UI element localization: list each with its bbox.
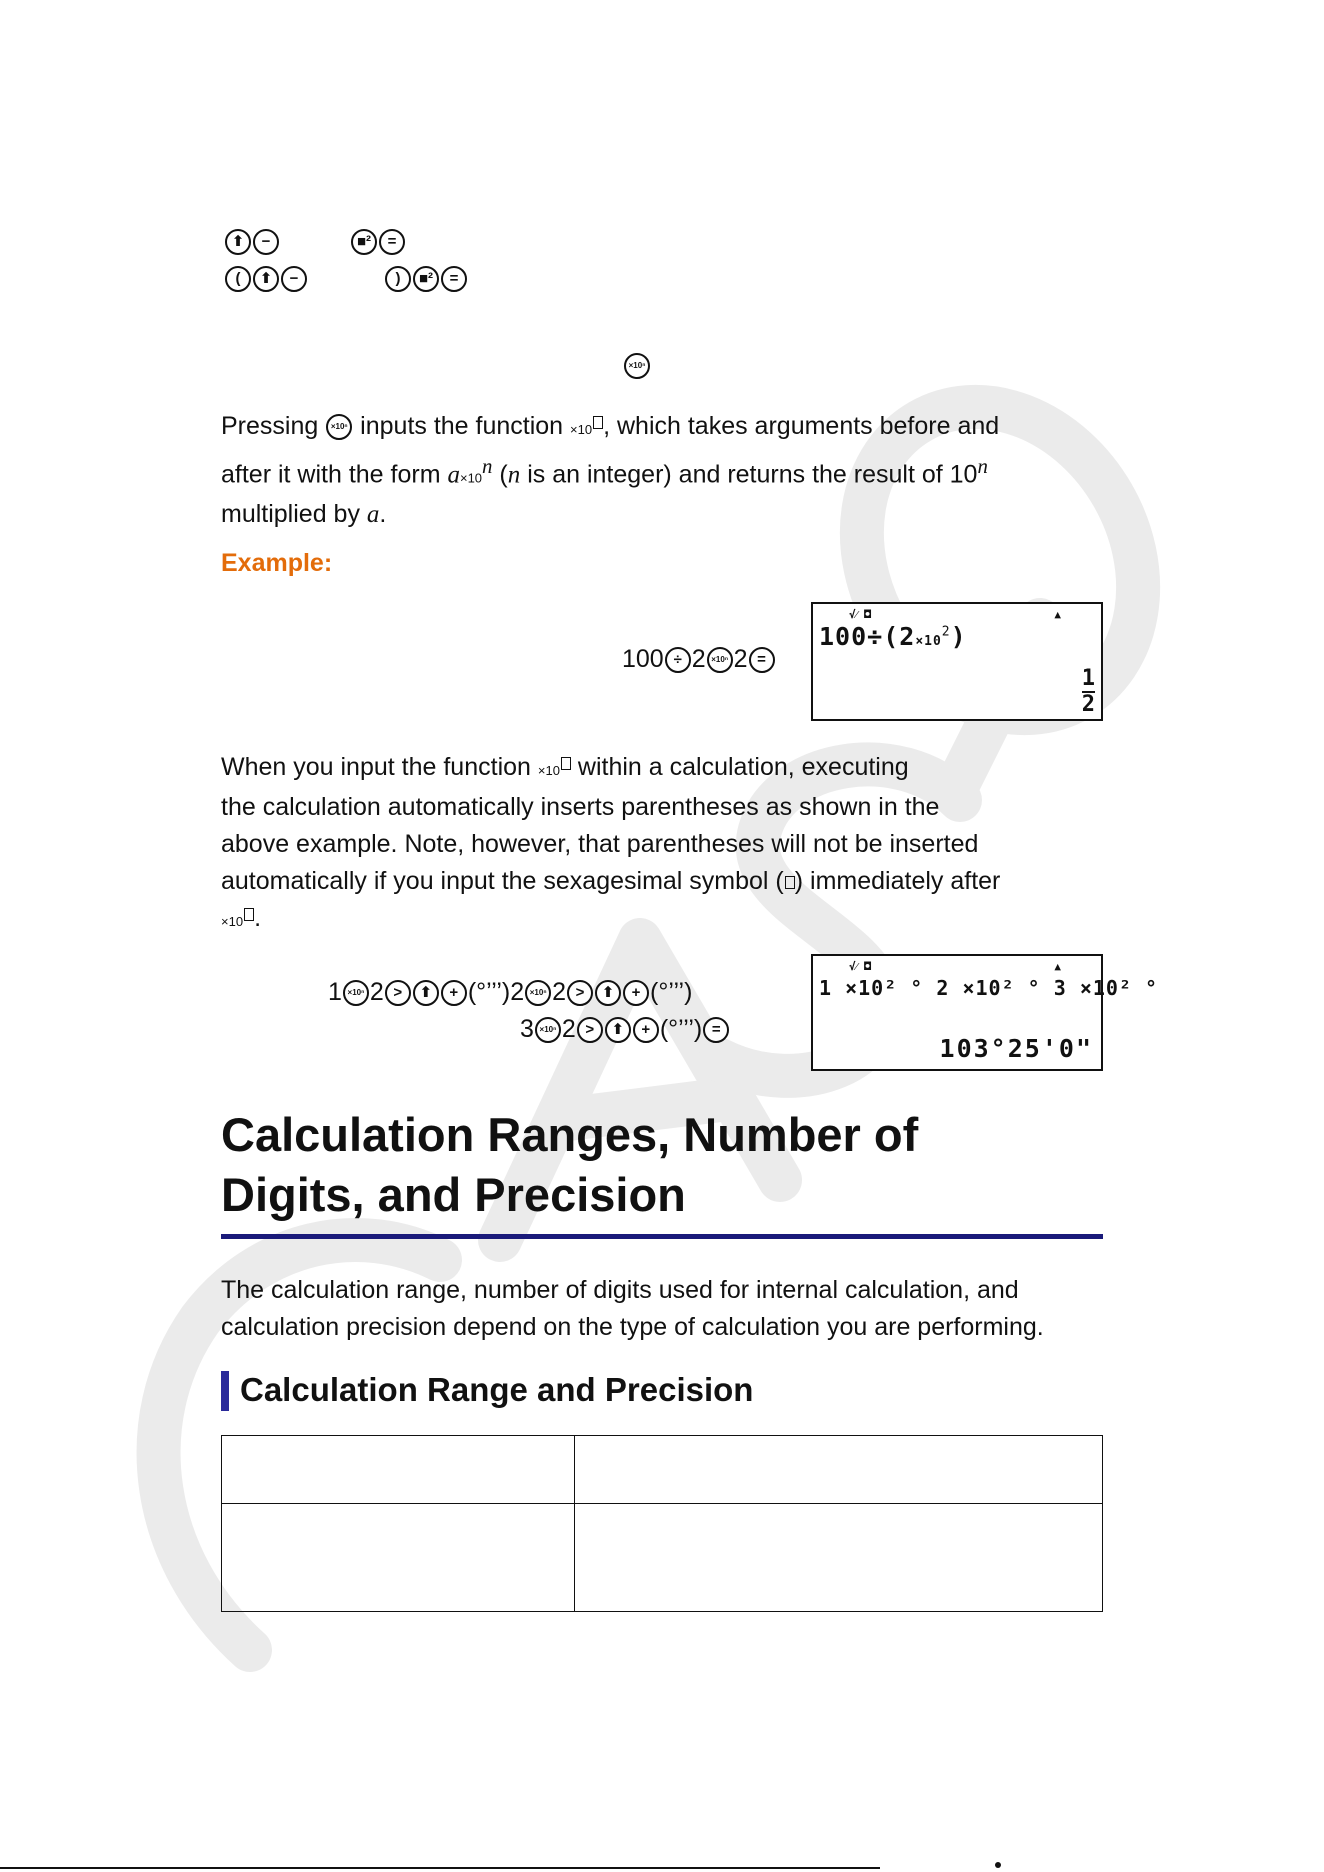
x10-key: ×10ⁿ [624, 353, 650, 379]
var-a: a [366, 501, 380, 529]
text: within a calculation, executing [577, 753, 909, 781]
shift-key: ⬆ [413, 980, 439, 1006]
text: is an integer) and returns the result of 10 [527, 460, 978, 489]
close-paren-key: ) [385, 266, 411, 292]
text: the calculation automatically inserts parentheses as shown in the [221, 793, 940, 821]
text: (°’’’) [659, 1015, 703, 1043]
text: When you input the function [221, 753, 531, 781]
example-1-keys [622, 645, 776, 674]
table-cell [575, 1504, 1103, 1612]
shift-key: ⬆ [605, 1017, 631, 1043]
x10-key: ×10ⁿ [326, 414, 352, 440]
status-icons: √⁄ ◘ [849, 608, 871, 621]
right-arrow-key: > [567, 980, 593, 1006]
heading-underline [221, 1234, 1103, 1239]
text: (°’’’) [650, 978, 693, 1006]
var-n: n [482, 454, 493, 478]
text: 2 [561, 1015, 576, 1043]
table-cell [222, 1436, 575, 1504]
text: Pressing [221, 412, 319, 440]
heading-line-1: Calculation Ranges, Number of [221, 1108, 919, 1161]
equals-key: = [703, 1017, 729, 1043]
x10-key: ×10ⁿ [525, 980, 551, 1006]
table-row [222, 1504, 1103, 1612]
calculator-screen-1 [811, 602, 1103, 721]
up-indicator-icon: ▲ [1054, 960, 1061, 973]
text: multiplied by [221, 500, 360, 529]
text: 100÷(2 [819, 622, 916, 651]
text: 3 [520, 1015, 534, 1043]
equals-key: = [441, 266, 467, 292]
text: . [379, 500, 387, 529]
var-a: a [447, 461, 460, 489]
var-n: n [507, 461, 521, 489]
result-fraction [1082, 667, 1095, 717]
screen-expression: $100\div(2\times 10^2)$ [819, 622, 967, 651]
text: ) immediately after [794, 867, 1001, 895]
table-cell [222, 1504, 575, 1612]
text: 2 [733, 645, 748, 673]
subheading: Calculation Range and Precision [240, 1371, 754, 1408]
table-cell [575, 1436, 1103, 1504]
text: above example. Note, however, that parentheses will not be inserted [221, 830, 979, 858]
status-icons: √⁄ ◘ [849, 960, 871, 973]
text: after it with the form [221, 460, 441, 489]
table-row [222, 1436, 1103, 1504]
equals-key: = [379, 229, 405, 255]
text: ) [950, 622, 967, 651]
example-2-keys-line-2 [520, 1015, 730, 1044]
equals-key: = [749, 647, 775, 673]
x10-key: ×10ⁿ [535, 1017, 561, 1043]
plus-key: + [623, 980, 649, 1006]
sexagesimal-symbol [785, 876, 795, 889]
calculator-screen-2 [811, 954, 1159, 1071]
square-key: ■² [413, 266, 439, 292]
text: automatically if you input the sexagesimal symbol ( [221, 867, 784, 895]
plus-key: + [633, 1017, 659, 1043]
intro-paragraph [221, 1272, 1131, 1346]
x10-function-symbol: ×10 [570, 422, 603, 437]
footer-mark [995, 1862, 1001, 1868]
minus-key: − [253, 229, 279, 255]
x10-key: ×10ⁿ [343, 980, 369, 1006]
x10-function-symbol: ×10 [221, 914, 254, 929]
text: inputs the function [360, 412, 564, 440]
x10-key: ×10ⁿ [707, 647, 733, 673]
heading-line-2: Digits, and Precision [221, 1168, 686, 1221]
key-row-1b [350, 229, 406, 255]
text: . [254, 904, 262, 932]
up-indicator-icon: ▲ [1054, 608, 1061, 621]
key-row-2b [384, 266, 468, 292]
x10-function-symbol: ×10 [538, 763, 571, 778]
plus-key: + [441, 980, 467, 1006]
text: 2 [369, 978, 384, 1006]
key-row-1 [224, 229, 280, 255]
x10-key-heading [623, 353, 651, 379]
screen-expression: 1 ×10² ° 2 ×10² ° 3 ×10² ° [819, 976, 1159, 1000]
text: (°’’’)2 [467, 978, 525, 1006]
right-arrow-key: > [577, 1017, 603, 1043]
text: 100 [622, 645, 664, 673]
numerator: 1 [1081, 666, 1095, 691]
paragraph-2 [221, 749, 1121, 940]
right-arrow-key: > [385, 980, 411, 1006]
text: The calculation range, number of digits used for internal calculation, and [221, 1276, 1019, 1304]
paragraph-1: Pressing ×10ⁿ inputs the function ×10 , which takes arguments before and after it with the form $a\times 10^n$ (n is an integer) and returns the result of 10$^n$ multiplied by a. [221, 412, 1000, 529]
square-key: ■² [351, 229, 377, 255]
text: 2 [691, 645, 706, 673]
example-2-keys-line-1 [328, 978, 692, 1007]
minus-key: − [281, 266, 307, 292]
x10-symbol: ×10 [459, 470, 483, 486]
section-heading [221, 1105, 1121, 1225]
divide-key: ÷ [665, 647, 691, 673]
text: , which takes arguments before and [603, 412, 1000, 440]
text: 1 [328, 978, 342, 1006]
open-paren-key: ( [225, 266, 251, 292]
denominator: 2 [1081, 692, 1095, 717]
footer-rule [0, 1867, 880, 1869]
screen-result: 103°25'0" [939, 1034, 1093, 1063]
shift-key: ⬆ [253, 266, 279, 292]
range-precision-table [221, 1435, 1103, 1612]
key-row-2 [224, 266, 308, 292]
subheading-bar [221, 1371, 229, 1411]
text: 2 [552, 978, 567, 1006]
text: calculation precision depend on the type of calculation you are performing. [221, 1313, 1044, 1341]
text: 2 [941, 624, 951, 640]
var-n: n [977, 454, 988, 478]
shift-key: ⬆ [595, 980, 621, 1006]
example-label: Example: [221, 549, 333, 577]
shift-key: ⬆ [225, 229, 251, 255]
